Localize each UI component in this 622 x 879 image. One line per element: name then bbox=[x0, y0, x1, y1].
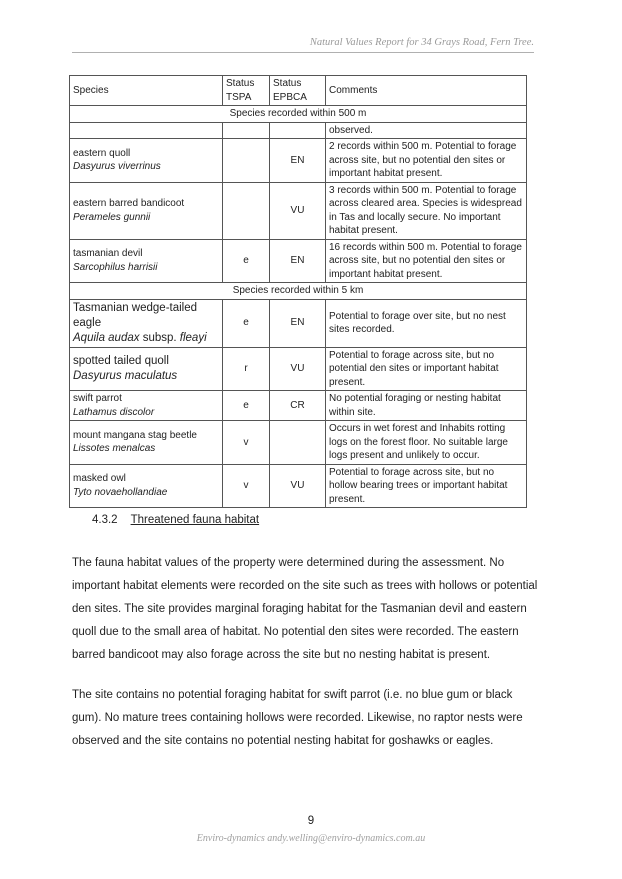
tspa-cell: v bbox=[223, 421, 270, 465]
col-header-epbca bbox=[270, 76, 326, 106]
running-header: Natural Values Report for 34 Grays Road, Fern Tree. bbox=[309, 37, 534, 48]
common-name: eastern barred bandicoot bbox=[73, 198, 185, 209]
epbca-cell: EN bbox=[270, 139, 326, 183]
species-cell bbox=[70, 464, 223, 508]
epbca-cell: VU bbox=[270, 464, 326, 508]
comment-cell: Occurs in wet forest and Inhabits rotting logs on the forest floor. No suitable large logs present and unlikely to occur. bbox=[326, 421, 527, 465]
comment-cell: 16 records within 500 m. Potential to forage across site, but no potential den sites or important habitat present. bbox=[326, 239, 527, 283]
epbca-cell: EN bbox=[270, 299, 326, 347]
col-header-epbca-line2: EPBCA bbox=[273, 91, 307, 103]
scientific-name: Perameles gunnii bbox=[73, 211, 151, 223]
comment-cell: Potential to forage across site, but no potential den sites or important habitat present. bbox=[326, 347, 527, 391]
table-row bbox=[70, 299, 527, 347]
table-header-row bbox=[70, 76, 527, 106]
table-row bbox=[70, 239, 527, 283]
tspa-cell bbox=[223, 122, 270, 139]
common-name: eastern quoll bbox=[73, 147, 131, 159]
species-cell bbox=[70, 239, 223, 283]
scientific-name: Lissotes menalcas bbox=[73, 443, 156, 455]
section-row bbox=[70, 283, 527, 300]
epbca-cell bbox=[270, 122, 326, 139]
tspa-cell: r bbox=[223, 347, 270, 391]
table-row bbox=[70, 122, 527, 139]
col-header-comments: Comments bbox=[326, 76, 527, 106]
scientific-name: Aquila audax bbox=[73, 331, 140, 344]
table-row bbox=[70, 139, 527, 183]
species-cell bbox=[70, 347, 223, 391]
comment-cell: 3 records within 500 m. Potential to forage across cleared area. Species is widespread in Tas and locally secure. No important habitat present. bbox=[326, 182, 527, 239]
section-500m: Species recorded within 500 m bbox=[70, 106, 527, 123]
epbca-cell: VU bbox=[270, 347, 326, 391]
col-header-tspa bbox=[223, 76, 270, 106]
section-row bbox=[70, 106, 527, 123]
epbca-cell: VU bbox=[270, 182, 326, 239]
common-name: swift parrot bbox=[73, 393, 122, 404]
col-header-species: Species bbox=[70, 76, 223, 106]
page-number: 9 bbox=[307, 815, 315, 827]
tspa-cell bbox=[223, 182, 270, 239]
scientific-name: Lathamus discolor bbox=[73, 406, 155, 418]
epbca-cell bbox=[270, 421, 326, 465]
common-name: Tasmanian wedge-tailed eagle bbox=[73, 301, 198, 329]
common-name: mount mangana stag beetle bbox=[73, 429, 197, 441]
epbca-cell: EN bbox=[270, 239, 326, 283]
scientific-name-line bbox=[73, 331, 219, 346]
comment-cell: No potential foraging or nesting habitat within site. bbox=[326, 391, 527, 421]
subspecies-name: fleayi bbox=[179, 331, 207, 344]
species-table bbox=[69, 75, 527, 508]
running-footer: Enviro-dynamics andy.welling@enviro-dynamics.com.au bbox=[196, 833, 426, 844]
subspecies-abbrev: subsp. bbox=[139, 331, 180, 344]
comment-cell: Potential to forage across site, but no hollow bearing trees or important habitat present. bbox=[326, 464, 527, 508]
section-title: Threatened fauna habitat bbox=[130, 514, 260, 526]
common-name: masked owl bbox=[73, 473, 126, 485]
species-cell bbox=[70, 421, 223, 465]
epbca-cell: CR bbox=[270, 391, 326, 421]
species-cell bbox=[70, 391, 223, 421]
scientific-name: Sarcophilus harrisii bbox=[73, 261, 158, 273]
tspa-cell bbox=[223, 139, 270, 183]
scientific-name: Tyto novaehollandiae bbox=[73, 486, 168, 498]
tspa-cell: e bbox=[223, 391, 270, 421]
table-row bbox=[70, 464, 527, 508]
body-paragraph-2: The site contains no potential foraging habitat for swift parrot (i.e. no blue gum or black gum). No mature trees containing hollows were recorded. Likewise, no raptor nests were observed and the site contains no potential nesting habitat for goshawks or eagles. bbox=[72, 689, 523, 747]
col-header-epbca-line1: Status bbox=[273, 78, 302, 89]
col-header-tspa-line1: Status bbox=[226, 78, 255, 89]
species-cell bbox=[70, 139, 223, 183]
comment-cell: observed. bbox=[326, 122, 527, 139]
tspa-cell: e bbox=[223, 299, 270, 347]
comment-cell: Potential to forage over site, but no nest sites recorded. bbox=[326, 299, 527, 347]
section-5km: Species recorded within 5 km bbox=[70, 283, 527, 300]
scientific-name: Dasyurus maculatus bbox=[73, 369, 178, 382]
tspa-cell: e bbox=[223, 239, 270, 283]
body-paragraph-1: The fauna habitat values of the property were determined during the assessment. No important habitat elements were recorded on the site such as trees with hollows or potential den sites. The site provides marginal foraging habitat for the Tasmanian devil and eastern quoll due to the small area of habitat. No potential den sites were recorded. The eastern barred bandicoot may also forage across the site but no nesting habitat is present. bbox=[72, 557, 538, 661]
species-cell bbox=[70, 299, 223, 347]
table-row bbox=[70, 391, 527, 421]
species-cell bbox=[70, 182, 223, 239]
header-rule bbox=[72, 52, 534, 53]
tspa-cell: v bbox=[223, 464, 270, 508]
col-header-tspa-line2: TSPA bbox=[226, 91, 252, 103]
table-row bbox=[70, 421, 527, 465]
species-cell bbox=[70, 122, 223, 139]
section-number: 4.3.2 bbox=[92, 514, 118, 526]
section-heading bbox=[92, 514, 259, 526]
common-name: tasmanian devil bbox=[73, 248, 143, 260]
scientific-name: Dasyurus viverrinus bbox=[73, 161, 161, 173]
table-row bbox=[70, 182, 527, 239]
table-row bbox=[70, 347, 527, 391]
common-name: spotted tailed quoll bbox=[73, 354, 169, 367]
comment-cell: 2 records within 500 m. Potential to forage across site, but no potential den sites or important habitat present. bbox=[326, 139, 527, 183]
